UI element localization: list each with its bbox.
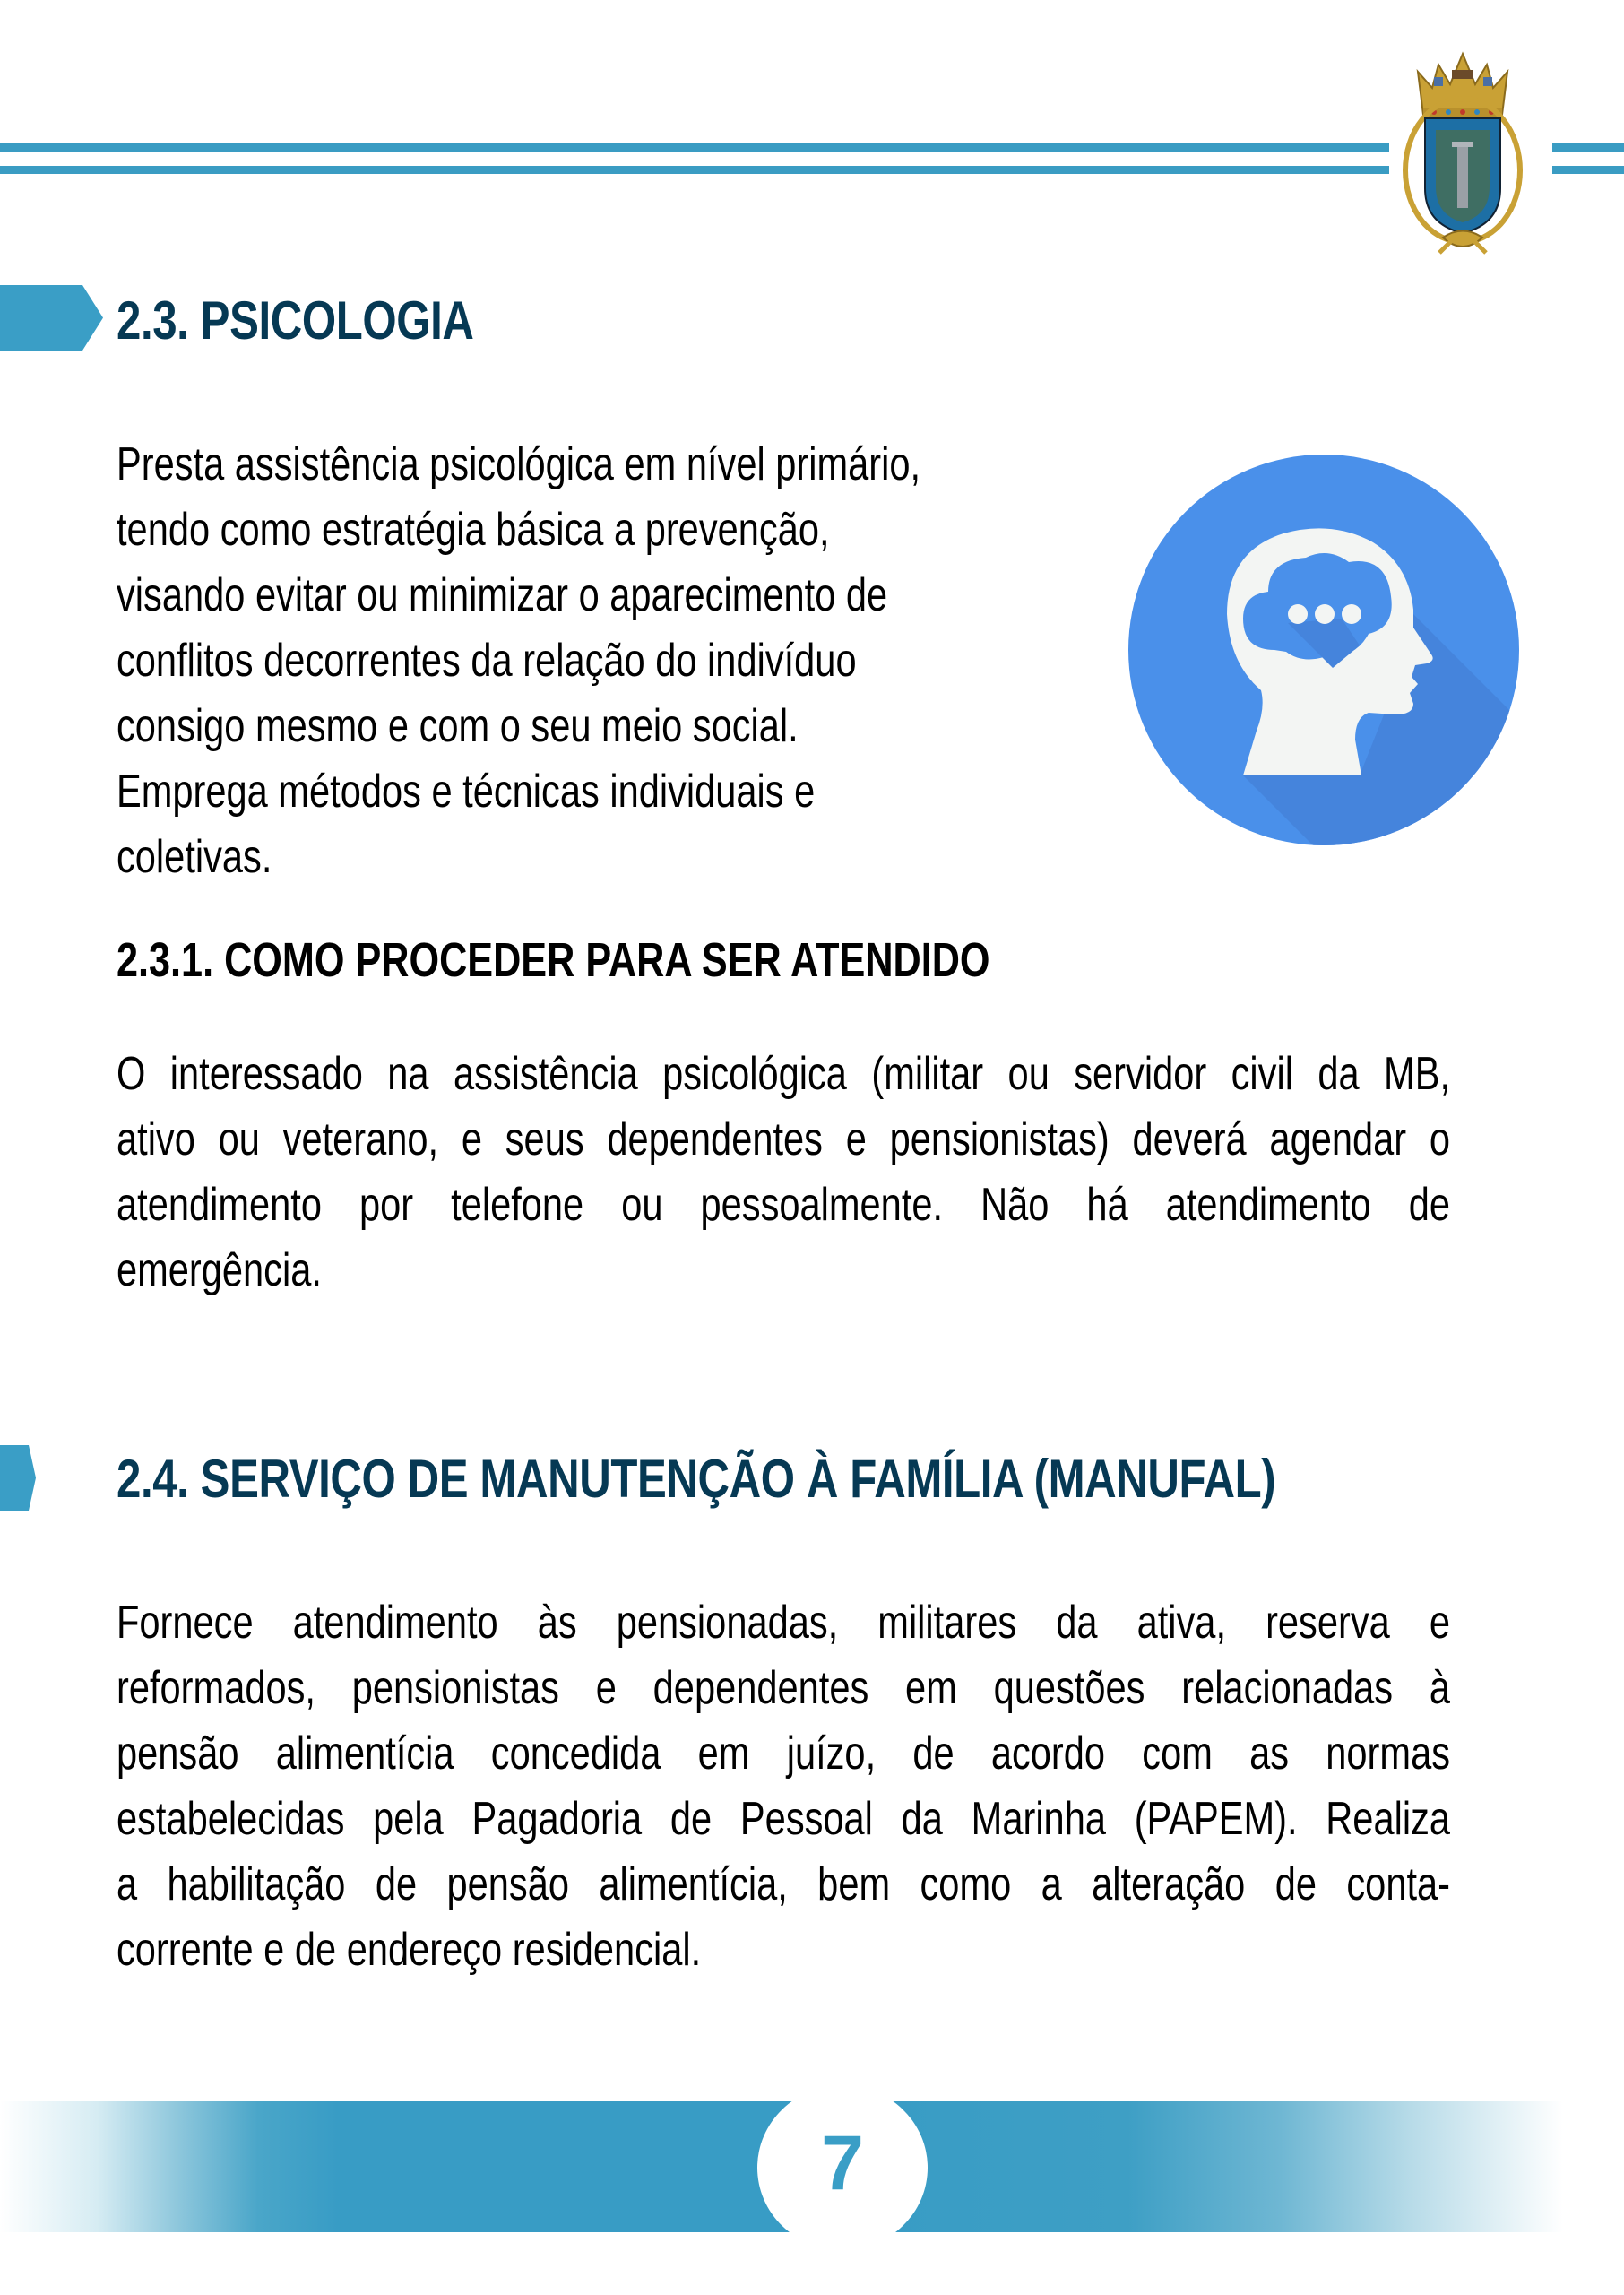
paragraph-line: estabelecidas pela Pagadoria de Pessoal da Marinha (PAPEM). Realiza	[117, 1793, 1450, 1845]
page-number: 7	[821, 2120, 864, 2206]
paragraph-line: ativo ou veterano, e seus dependentes e pensionistas) deverá agendar o	[117, 1113, 1450, 1165]
paragraph-line: conflitos decorrentes da relação do indivíduo	[117, 635, 857, 687]
como-proceder-paragraph	[117, 1042, 1624, 1303]
paragraph-line: visando evitar ou minimizar o aparecimento de	[117, 569, 888, 621]
header-stripe-bottom-left	[0, 166, 1389, 174]
paragraph-line: atendimento por telefone ou pessoalmente. Não há atendimento de	[117, 1179, 1450, 1231]
section-marker-chevron	[0, 1445, 36, 1511]
paragraph-line: tendo como estratégia básica a prevenção,	[117, 504, 830, 556]
head-thought-bubble-icon	[1127, 453, 1521, 847]
paragraph-line: pensão alimentícia concedida em juízo, de acordo com as normas	[117, 1728, 1450, 1780]
navy-crest-icon	[1398, 45, 1528, 260]
paragraph-line: reformados, pensionistas e dependentes em questões relacionadas à	[117, 1662, 1450, 1714]
section-title-manufal: 2.4. SERVIÇO DE MANUTENÇÃO À FAMÍLIA (MANUFAL)	[117, 1449, 1276, 1509]
header-stripe-top-right	[1552, 143, 1624, 152]
psicologia-paragraph	[117, 432, 1121, 890]
section-marker-chevron	[0, 285, 103, 351]
paragraph-line: a habilitação de pensão alimentícia, bem como a alteração de conta-	[117, 1858, 1450, 1910]
section-title-psicologia: 2.3. PSICOLOGIA	[117, 290, 474, 351]
subsection-title-como-proceder: 2.3.1. COMO PROCEDER PARA SER ATENDIDO	[117, 933, 990, 987]
paragraph-line: Fornece atendimento às pensionadas, militares da ativa, reserva e	[117, 1597, 1450, 1649]
paragraph-line: emergência.	[117, 1244, 322, 1296]
paragraph-line: coletivas.	[117, 831, 272, 883]
header-stripe-top-left	[0, 143, 1389, 152]
paragraph-line: Presta assistência psicológica em nível primário,	[117, 438, 921, 490]
paragraph-line: corrente e de endereço residencial.	[117, 1924, 702, 1976]
paragraph-line: Emprega métodos e técnicas individuais e	[117, 766, 816, 818]
footer-band-right	[860, 2101, 1624, 2232]
header-stripe-bottom-right	[1552, 166, 1624, 174]
footer-band-left	[0, 2101, 807, 2232]
paragraph-line: O interessado na assistência psicológica (militar ou servidor civil da MB,	[117, 1048, 1450, 1100]
manufal-paragraph	[117, 1590, 1624, 1983]
paragraph-line: consigo mesmo e com o seu meio social.	[117, 700, 799, 752]
